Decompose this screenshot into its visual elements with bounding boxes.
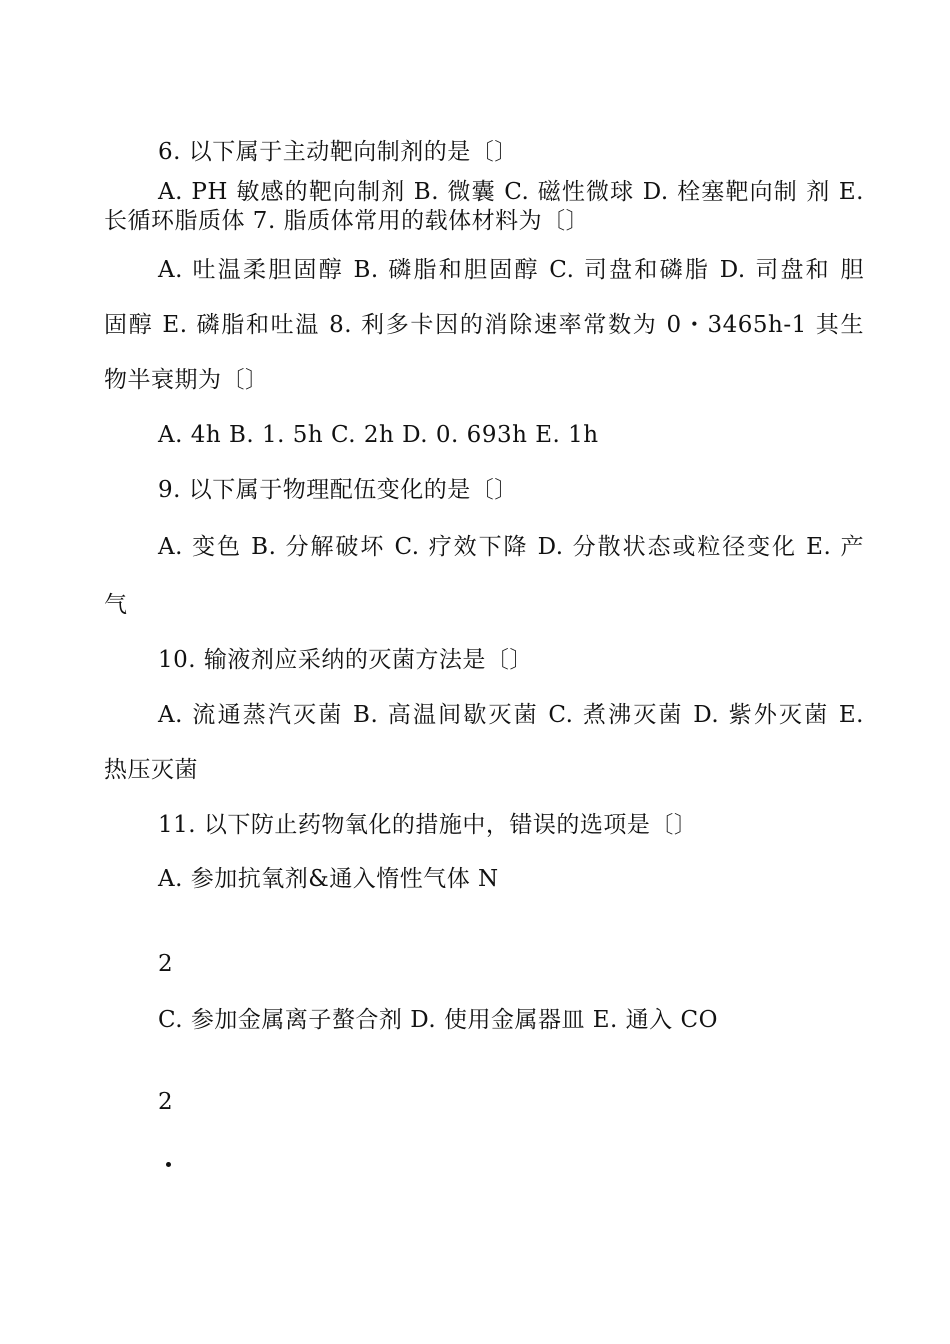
question-8-options: A. 4h B. 1. 5h C. 2h D. 0. 693h E. 1h xyxy=(158,422,599,448)
question-9-options-cont: 气 xyxy=(104,592,128,618)
question-7: 长循环脂质体 7. 脂质体常用的载体材料为〔〕 xyxy=(104,208,590,234)
subscript-2-a: 2 xyxy=(158,951,174,977)
question-11-option-c: C. 参加金属离子螯合剂 D. 使用金属器皿 E. 通入 CO xyxy=(158,1007,718,1033)
question-7-options-cont-and-question-8: 固醇 E. 磷脂和吐温 8. 利多卡因的消除速率常数为 0・3465h-1 其生 xyxy=(104,312,864,338)
question-10-options-cont: 热压灭菌 xyxy=(104,757,198,783)
question-7-options: A. 吐温柔胆固醇 B. 磷脂和胆固醇 C. 司盘和磷脂 D. 司盘和 胆 xyxy=(158,257,864,283)
question-10: 10. 输液剂应采纳的灭菌方法是〔〕 xyxy=(158,647,533,673)
question-11: 11. 以下防止药物氧化的措施中，错误的选项是〔〕 xyxy=(158,812,698,838)
question-10-options: A. 流通蒸汽灭菌 B. 高温间歇灭菌 C. 煮沸灭菌 D. 紫外灭菌 E. xyxy=(158,702,864,728)
question-9-options: A. 变色 B. 分解破坏 C. 疗效下降 D. 分散状态或粒径变化 E. 产 xyxy=(158,534,864,560)
bullet-dot xyxy=(166,1162,171,1167)
question-6: 6. 以下属于主动靶向制剂的是〔〕 xyxy=(158,139,518,165)
subscript-2-b: 2 xyxy=(158,1089,174,1115)
question-8-cont: 物半衰期为〔〕 xyxy=(104,367,269,393)
question-6-options: A. PH 敏感的靶向制剂 B. 微囊 C. 磁性微球 D. 栓塞靶向制 剂 E. xyxy=(158,179,864,205)
question-9: 9. 以下属于物理配伍变化的是〔〕 xyxy=(158,477,518,503)
question-11-option-a: A. 参加抗氧剂&通入惰性气体 N xyxy=(158,866,499,892)
